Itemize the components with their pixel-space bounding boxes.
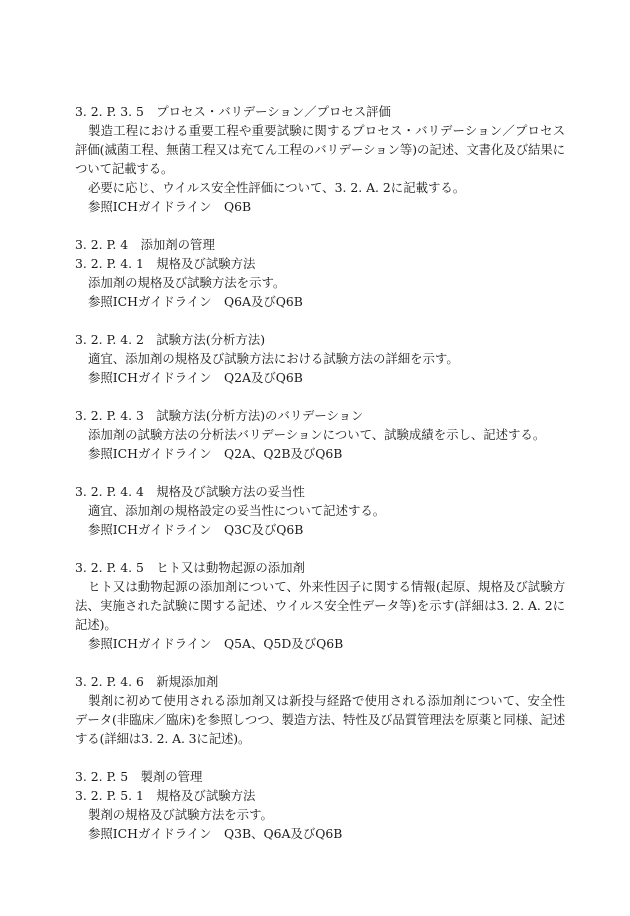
ich-reference: 参照ICHガイドライン Q6A及びQ6B bbox=[88, 294, 303, 309]
section-heading: 3. 2. P. 4. 2 試験方法(分析方法) bbox=[75, 332, 266, 347]
section-paragraph: 製剤に初めて使用される添加剤又は新投与経路で使用される添加剤について、安全性データ(非臨床／臨床)を参照しつつ、製造方法、特性及び品質管理法を原薬と同様、記述する(詳細は3. 2. A. 3に記述)。 bbox=[75, 693, 565, 746]
section-paragraph: 必要に応じ、ウイルス安全性評価について、3. 2. A. 2に記載する。 bbox=[88, 180, 466, 195]
ich-reference: 参照ICHガイドライン Q6B bbox=[88, 199, 252, 214]
section-paragraph: 製造工程における重要工程や重要試験に関するプロセス・バリデーション／プロセス評価(滅菌工程、無菌工程又は充てん工程のバリデーション等)の記述、文書化及び結果について記載する。 bbox=[75, 123, 565, 176]
section-heading: 3. 2. P. 5 製剤の管理 bbox=[75, 769, 203, 784]
ich-reference: 参照ICHガイドライン Q3B、Q6A及びQ6B bbox=[88, 826, 343, 841]
ich-reference: 参照ICHガイドライン Q2A、Q2B及びQ6B bbox=[88, 446, 343, 461]
section-paragraph: 適宜、添加剤の規格設定の妥当性について記述する。 bbox=[88, 503, 386, 518]
section-heading: 3. 2. P. 4. 4 規格及び試験方法の妥当性 bbox=[75, 484, 305, 499]
ich-reference: 参照ICHガイドライン Q3C及びQ6B bbox=[88, 522, 304, 537]
ich-reference: 参照ICHガイドライン Q2A及びQ6B bbox=[88, 370, 303, 385]
section-heading: 3. 2. P. 4. 3 試験方法(分析方法)のバリデーション bbox=[75, 408, 364, 423]
section-paragraph: 適宜、添加剤の規格及び試験方法における試験方法の詳細を示す。 bbox=[88, 351, 459, 366]
section-paragraph: ヒト又は動物起源の添加剤について、外来性因子に関する情報(起原、規格及び試験方法、実施された試験に関する記述、ウイルス安全性データ等)を示す(詳細は3. 2. A. 2に記述)。 bbox=[75, 579, 565, 632]
section-paragraph: 添加剤の試験方法の分析法バリデーションについて、試験成績を示し、記述する。 bbox=[88, 427, 546, 442]
document-body bbox=[75, 102, 565, 843]
section-paragraph: 製剤の規格及び試験方法を示す。 bbox=[88, 807, 273, 822]
section-heading: 3. 2. P. 4. 5 ヒト又は動物起源の添加剤 bbox=[75, 560, 305, 575]
ich-reference: 参照ICHガイドライン Q5A、Q5D及びQ6B bbox=[88, 636, 344, 651]
section-heading: 3. 2. P. 4. 6 新規添加剤 bbox=[75, 674, 219, 689]
section-heading: 3. 2. P. 3. 5 プロセス・バリデーション／プロセス評価 bbox=[75, 104, 391, 119]
section-heading: 3. 2. P. 5. 1 規格及び試験方法 bbox=[75, 788, 256, 803]
section-heading: 3. 2. P. 4. 1 規格及び試験方法 bbox=[75, 256, 256, 271]
section-heading: 3. 2. P. 4 添加剤の管理 bbox=[75, 237, 215, 252]
section-paragraph: 添加剤の規格及び試験方法を示す。 bbox=[88, 275, 286, 290]
